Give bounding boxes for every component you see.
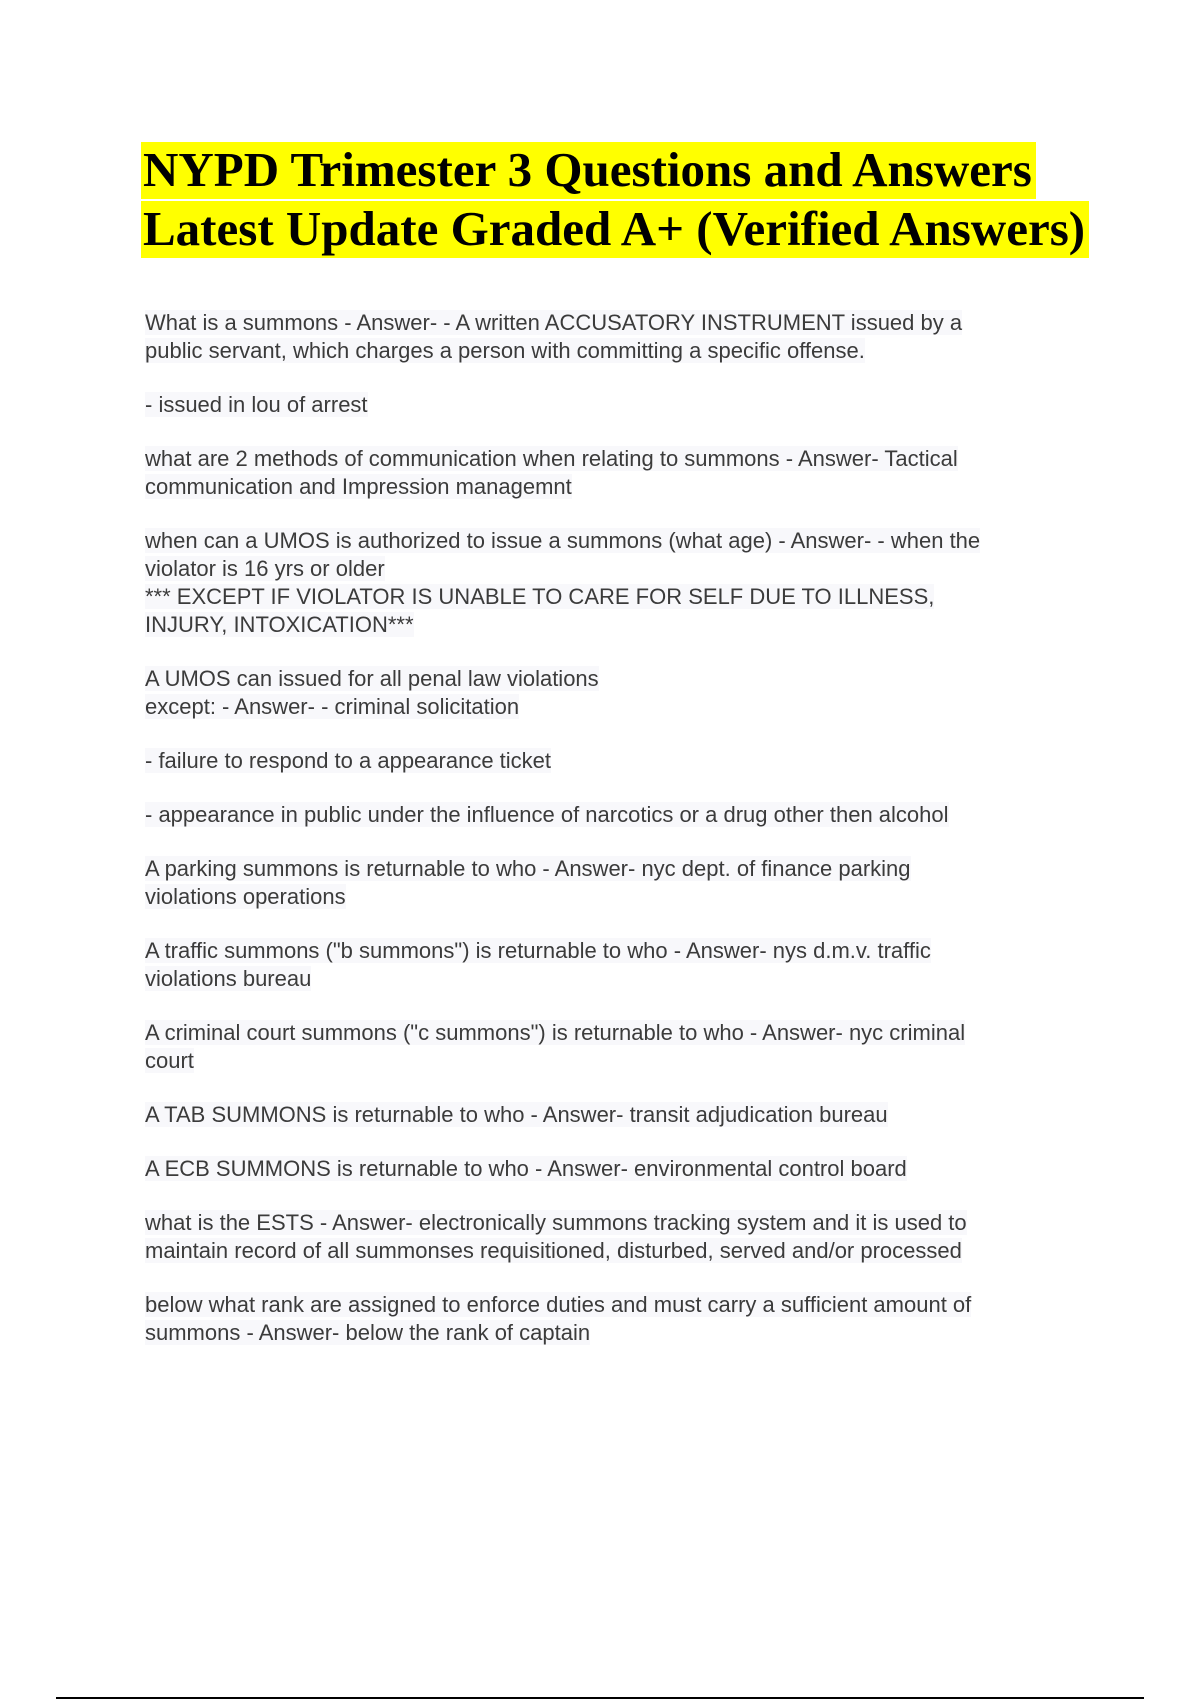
qa-paragraph: A criminal court summons ("c summons") is returnable to who - Answer- nyc criminal court [145, 1020, 966, 1073]
document-title [141, 140, 1161, 258]
qa-paragraph: A ECB SUMMONS is returnable to who - Answer- environmental control board [145, 1156, 907, 1181]
qa-paragraph: What is a summons - Answer- - A written ACCUSATORY INSTRUMENT issued by a public servant, which charges a person with committing a specific offense. [145, 310, 963, 363]
qa-paragraph: below what rank are assigned to enforce duties and must carry a sufficient amount of summons - Answer- below the rank of captain [145, 1292, 972, 1345]
qa-paragraph: A parking summons is returnable to who - Answer- nyc dept. of finance parking violations operations [145, 856, 911, 909]
qa-paragraph: what are 2 methods of communication when relating to summons - Answer- Tactical communication and Impression managemnt [145, 446, 958, 499]
title-line-2: Latest Update Graded A+ (Verified Answers) [141, 201, 1089, 258]
qa-paragraph: - appearance in public under the influence of narcotics or a drug other then alcohol [145, 802, 949, 827]
qa-paragraph: when can a UMOS is authorized to issue a summons (what age) - Answer- - when the violator is 16 yrs or older *** EXCEPT IF VIOLATOR IS UNABLE TO CARE FOR SELF DUE TO ILLNESS, INJURY, INTOXICATION*** [145, 528, 981, 637]
qa-paragraph: - failure to respond to a appearance ticket [145, 748, 552, 773]
qa-paragraph: A traffic summons ("b summons") is returnable to who - Answer- nys d.m.v. traffic violations bureau [145, 938, 931, 991]
qa-content [145, 309, 1085, 1373]
footer-rule [56, 1697, 1144, 1699]
qa-paragraph: A TAB SUMMONS is returnable to who - Answer- transit adjudication bureau [145, 1102, 888, 1127]
qa-paragraph: A UMOS can issued for all penal law violations except: - Answer- - criminal solicitation [145, 666, 599, 719]
qa-paragraph: what is the ESTS - Answer- electronically summons tracking system and it is used to maintain record of all summonses requisitioned, disturbed, served and/or processed [145, 1210, 967, 1263]
qa-paragraph: - issued in lou of arrest [145, 392, 368, 417]
title-line-1: NYPD Trimester 3 Questions and Answers [141, 142, 1036, 199]
